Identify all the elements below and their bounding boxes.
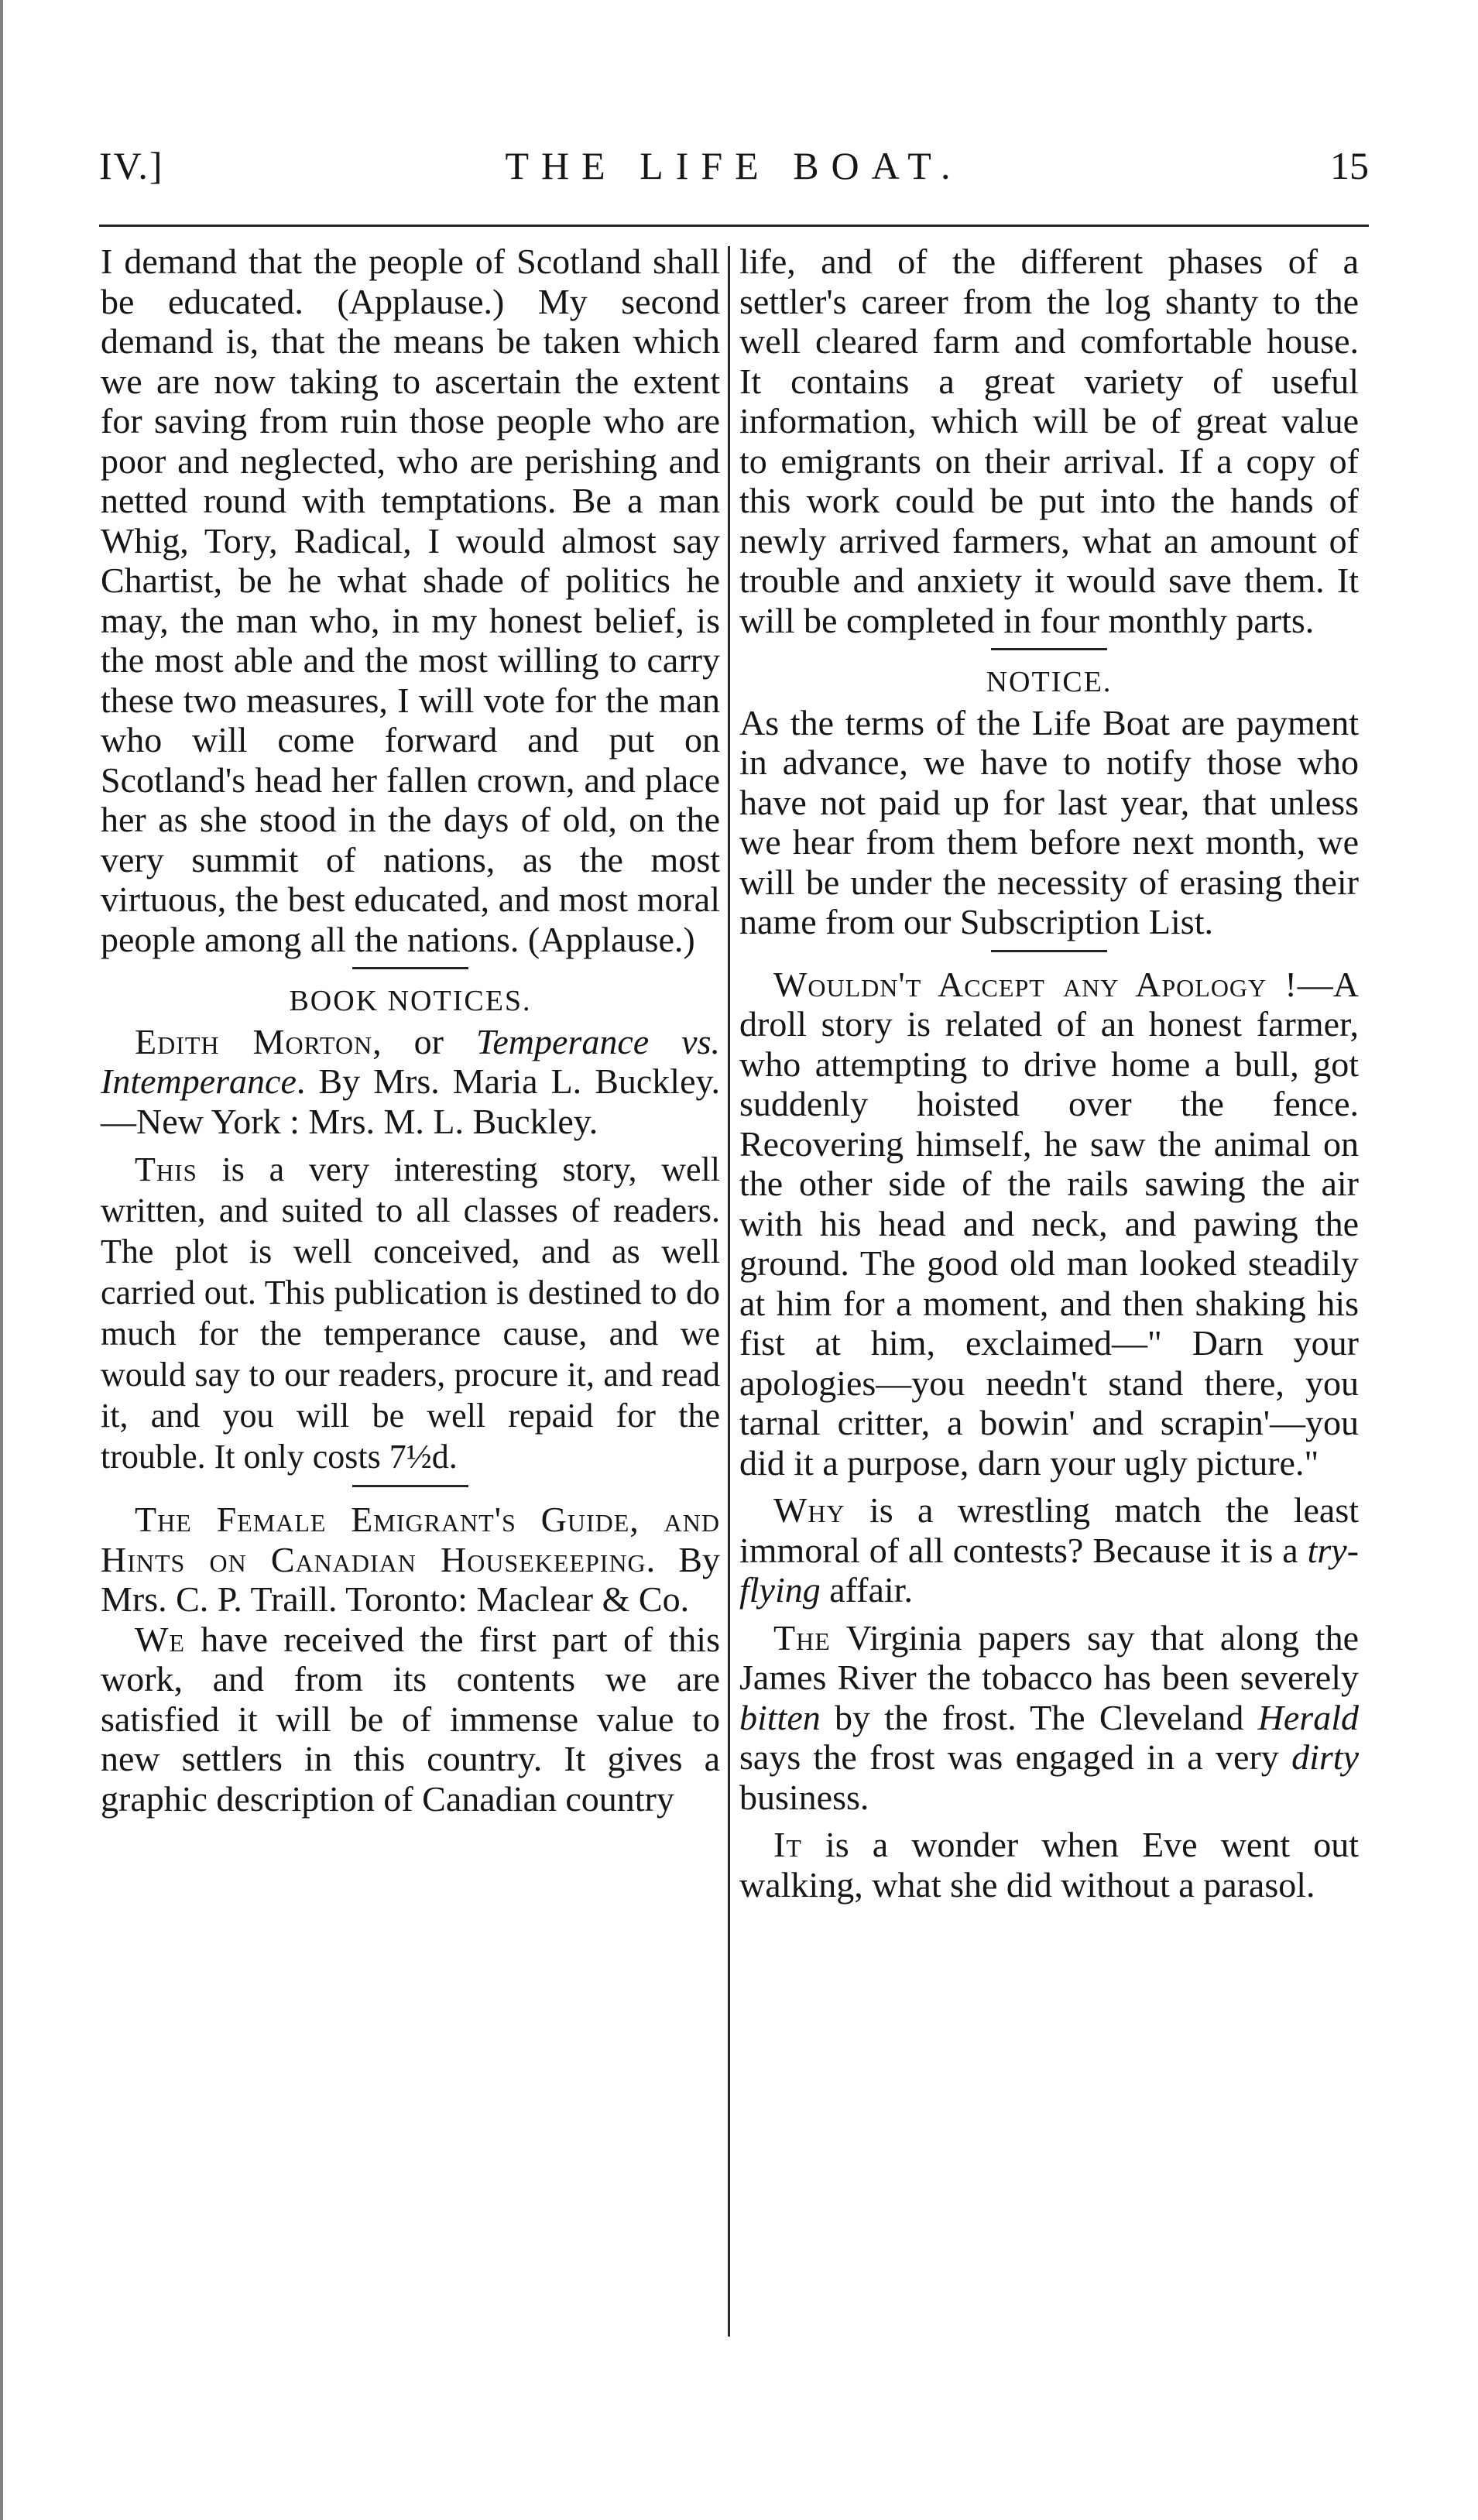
riddle-text: is a wrestling match the least immoral of all contests? Because it is a <box>739 1490 1359 1570</box>
anecdote-text: —A droll story is related of an honest farmer, who attempting to drive home a bull, got suddenly hoisted over the fence. Recovering himself, he saw the animal on the other side of the rails sawing the air with his head and neck, and pawing the ground. The good old man looked steadily at him for a moment, and then shaking his fist at him, exclaimed—" Darn your apologies—you needn't stand there, you tarnal critter, a bowin' and scrapin'—you did it a purpose, darn your ugly picture." <box>739 964 1359 1483</box>
book-notice-2-review <box>101 1620 720 1819</box>
anecdote-paragraph <box>739 965 1359 1483</box>
virginia-emphasis-1: bitten <box>739 1697 821 1737</box>
book-1-publication: . By Mrs. Maria L. Buckley.—New York : Mrs. M. L. Buckley. <box>101 1061 720 1141</box>
book-2-publication: . By Mrs. C. P. Traill. Toronto: Maclear & Co. <box>101 1539 720 1619</box>
section-rule <box>991 950 1107 952</box>
periodical-title: THE LIFE BOAT. <box>505 144 963 187</box>
section-rule <box>352 967 468 969</box>
page-edge-shadow <box>0 0 23 2520</box>
left-column <box>101 242 720 1819</box>
speech-paragraph: I demand that the people of Scotland shall be educated. (Applause.) My second demand is, that the means be taken which we are now taking to ascertain the extent for saving from ruin those people who are poor and neglected, who are perishing and netted round with temptations. Be a man Whig, Tory, Radical, I would almost say Chartist, be he what shade of politics he may, the man who, in my honest belief, is the most able and the most willing to carry these two measures, I will vote for the man who will come forward and put on Scotland's head her fallen crown, and place her as she stood in the days of old, on the very summit of nations, as the most virtuous, the best educated, and most moral people among all the nations. (Applause.) <box>101 242 720 959</box>
book-1-connector: , or <box>372 1021 477 1061</box>
virginia-text-1: Virginia papers say that along the James River the tobacco has been severely <box>739 1617 1359 1697</box>
page-number: 15 <box>1330 144 1369 187</box>
eve-paragraph <box>739 1825 1359 1905</box>
eve-text: is a wonder when Eve went out walking, what she did without a parasol. <box>739 1825 1359 1905</box>
riddle-lead: Why <box>773 1490 845 1530</box>
right-column <box>739 242 1359 1905</box>
section-rule <box>991 648 1107 650</box>
book-2-review-text: have received the first part of this work, and from its contents we are satisfied it will be of immense value to new settlers in this country. It gives a graphic description of Canadian country <box>101 1619 720 1819</box>
anecdote-lead: Wouldn't Accept any Apology ! <box>773 964 1298 1004</box>
virginia-text-4: business. <box>739 1777 869 1817</box>
virginia-emphasis-3: dirty <box>1291 1737 1359 1777</box>
book-1-title: Edith Morton <box>135 1021 373 1061</box>
book-notices-heading: BOOK NOTICES. <box>289 985 532 1017</box>
section-rule <box>352 1485 468 1487</box>
virginia-paragraph <box>739 1618 1359 1818</box>
book-notice-1-review <box>101 1149 720 1477</box>
running-header <box>99 143 1369 205</box>
book-notice-2-continuation: life, and of the different phases of a settler's career from the log shanty to the well cleared farm and comfortable house. It contains a great variety of useful information, which will be of great value to emigrants on their arrival. If a copy of this work could be put into the hands of newly arrived farmers, what an amount of trouble and anxiety it would save them. It will be completed in four monthly parts. <box>739 242 1359 640</box>
eve-lead: It <box>773 1825 802 1864</box>
riddle-end: affair. <box>820 1570 913 1610</box>
virginia-text-2: by the frost. The Cleveland <box>820 1697 1258 1737</box>
virginia-emphasis-2: Herald <box>1257 1697 1359 1737</box>
riddle-emphasis: try-flying <box>739 1530 1359 1610</box>
header-rule <box>99 225 1369 227</box>
riddle-paragraph <box>739 1490 1359 1610</box>
book-2-title: The Female Emigrant's Guide, and Hints on Canadian Housekeeping <box>101 1500 720 1579</box>
book-1-review-lead: This <box>135 1150 197 1188</box>
book-1-review-text: is a very interesting story, well written, and suited to all classes of readers. The plot is well conceived, and as well carried out. This publication is destined to do much for the temperance cause, and we would say to our readers, procure it, and read it, and you will be well repaid for the trouble. It only costs 7½d. <box>101 1150 720 1476</box>
book-notice-1-citation <box>101 1022 720 1142</box>
virginia-text-3: says the frost was engaged in a very <box>739 1737 1292 1777</box>
virginia-lead: The <box>773 1617 831 1658</box>
book-1-subtitle: Temperance vs. Intemperance <box>101 1021 720 1101</box>
notice-paragraph: As the terms of the Life Boat are payment in advance, we have to notify those who have not paid up for last year, that unless we hear from them before next month, we will be under the necessity of erasing their name from our Subscription List. <box>739 702 1359 941</box>
book-notice-2-citation <box>101 1500 720 1620</box>
notice-heading: NOTICE. <box>986 666 1113 698</box>
book-2-review-lead: We <box>135 1619 185 1659</box>
column-divider <box>728 246 730 2337</box>
volume-number: IV.] <box>99 144 164 187</box>
